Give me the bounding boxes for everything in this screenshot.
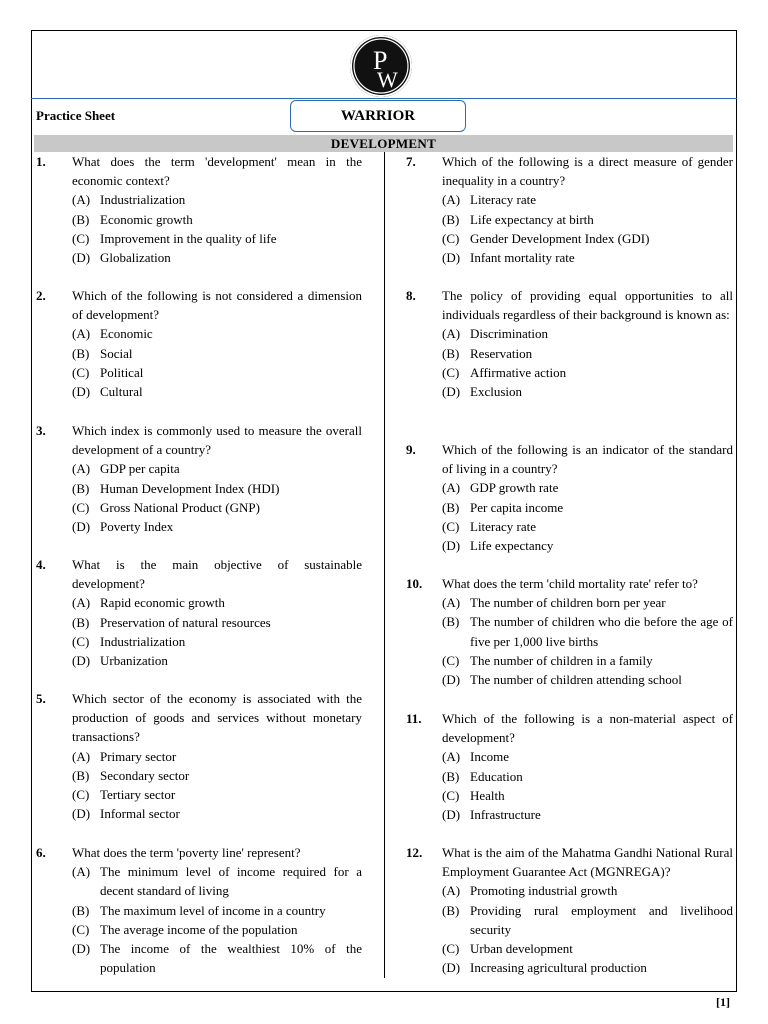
option-letter: (D) [442,807,461,823]
option-letter: (B) [442,211,460,227]
question-number: 3. [36,423,46,438]
option-text: Per capita income [470,499,564,515]
option-list [442,478,733,555]
option-text: Urbanization [100,653,168,669]
option-letter: (D) [442,384,461,400]
option-text: Urban development [470,941,573,957]
option-item [442,881,733,900]
question-item [406,152,733,267]
option-letter: (D) [442,250,461,266]
option-text: Reservation [470,345,533,361]
option-item [442,210,733,229]
option-item [72,651,362,670]
option-item [442,958,733,977]
option-letter: (D) [442,960,461,976]
option-letter: (A) [442,480,461,496]
question-number: 1. [36,154,46,169]
option-text: Poverty Index [100,519,174,535]
option-letter: (B) [442,345,460,361]
option-text: Preservation of natural resources [100,614,271,630]
option-item [72,901,362,920]
option-letter: (A) [442,192,461,208]
option-text: GDP growth rate [470,480,559,496]
option-item [442,248,733,267]
option-item [72,248,362,267]
option-letter: (A) [72,461,91,477]
option-item [72,862,362,900]
option-letter: (C) [442,364,460,380]
option-item [442,651,733,670]
option-letter: (C) [442,941,460,957]
option-text: Informal sector [100,806,180,822]
question-item [36,689,362,823]
option-item [72,479,362,498]
option-item [442,190,733,209]
option-item [72,344,362,363]
question-text: What is the aim of the Mahatma Gandhi National Rural Employment Guarantee Act (MGNREGA)? [442,845,733,880]
option-letter: (D) [72,941,91,957]
option-letter: (C) [442,518,460,534]
option-item [72,459,362,478]
option-letter: (B) [72,614,90,630]
option-text: Affirmative action [470,364,567,380]
question-item [36,555,362,670]
question-text: What is the main objective of sustainable development? [72,557,362,592]
option-item [442,939,733,958]
option-text: Promoting industrial growth [470,883,618,899]
option-item [442,363,733,382]
option-item [442,344,733,363]
option-letter: (D) [442,672,461,688]
question-number: 8. [406,288,416,303]
sheet-label: Practice Sheet [36,108,116,123]
option-list [442,324,733,401]
option-text: Industrialization [100,192,186,208]
option-letter: (C) [72,787,90,803]
option-item [442,901,733,939]
question-item [406,574,733,689]
option-text: Cultural [100,384,143,400]
option-item [442,786,733,805]
option-letter: (B) [442,499,460,515]
option-text: The minimum level of income required for a decent standard of living [100,864,362,899]
option-text: Gender Development Index (GDI) [470,230,650,246]
option-letter: (C) [442,787,460,803]
topic-heading: DEVELOPMENT [34,135,733,152]
question-number: 10. [406,576,423,591]
option-text: Globalization [100,250,171,266]
option-list [72,190,362,267]
svg-text:W: W [377,67,398,92]
option-text: Literacy rate [470,192,537,208]
option-text: The average income of the population [100,921,298,937]
option-item [442,670,733,689]
option-letter: (A) [72,748,91,764]
option-item [72,324,362,343]
option-text: Rapid economic growth [100,595,225,611]
option-item [72,939,362,977]
option-item [72,632,362,651]
option-list [72,593,362,670]
page-number: [1] [716,995,730,1009]
option-text: Improvement in the quality of life [100,230,277,246]
option-item [72,785,362,804]
option-text: The number of children in a family [470,652,653,668]
option-letter: (A) [442,749,461,765]
option-text: Education [470,768,523,784]
option-item [72,804,362,823]
option-letter: (B) [442,768,460,784]
option-letter: (D) [72,250,91,266]
option-item [72,920,362,939]
question-item [406,709,733,824]
question-text: Which of the following is a non-material aspect of development? [442,711,733,746]
question-item [36,421,362,536]
option-letter: (C) [72,921,90,937]
option-text: GDP per capita [100,461,180,477]
option-letter: (C) [72,230,90,246]
option-text: Exclusion [470,384,522,400]
option-item [72,766,362,785]
pw-logo-icon [350,35,412,97]
option-text: Income [470,749,509,765]
question-number: 7. [406,154,416,169]
option-item [72,210,362,229]
option-letter: (A) [72,192,91,208]
option-text: Infant mortality rate [470,250,575,266]
option-item [72,382,362,401]
option-text: Life expectancy at birth [470,211,594,227]
option-text: Health [470,787,505,803]
option-list [442,881,733,977]
option-item [442,612,733,650]
option-item [442,498,733,517]
question-text: What does the term 'development' mean in the economic context? [72,154,362,189]
option-text: Human Development Index (HDI) [100,480,280,496]
question-item [36,286,362,401]
svg-text:P: P [373,46,388,75]
option-item [72,229,362,248]
option-text: Economic [100,326,153,342]
option-item [72,190,362,209]
option-list [442,593,733,689]
option-item [442,324,733,343]
option-list [442,190,733,267]
sheet-title: WARRIOR [290,100,466,132]
question-number: 9. [406,442,416,457]
option-text: Political [100,364,144,380]
option-text: The number of children who die before the age of five per 1,000 live births [470,614,733,649]
question-item [36,843,362,977]
option-text: Social [100,345,133,361]
question-number: 5. [36,691,46,706]
option-letter: (C) [72,364,90,380]
question-number: 2. [36,288,46,303]
option-letter: (B) [72,480,90,496]
option-list [72,324,362,401]
option-letter: (D) [72,653,91,669]
option-letter: (C) [72,633,90,649]
option-letter: (B) [72,767,90,783]
option-text: Gross National Product (GNP) [100,499,260,515]
option-list [72,747,362,824]
option-letter: (D) [72,384,91,400]
option-letter: (B) [72,902,90,918]
question-text: Which sector of the economy is associated with the production of goods and services without monetary transactions? [72,691,362,745]
option-text: The income of the wealthiest 10% of the population [100,941,362,976]
option-letter: (D) [442,538,461,554]
option-text: Life expectancy [470,538,554,554]
option-item [72,363,362,382]
option-letter: (D) [72,806,91,822]
option-item [442,593,733,612]
option-letter: (B) [72,211,90,227]
option-letter: (C) [72,499,90,515]
question-number: 11. [406,711,422,726]
option-letter: (B) [442,902,460,918]
option-list [72,862,362,977]
option-item [442,517,733,536]
question-item [406,440,733,555]
option-letter: (B) [442,614,460,630]
question-text: What does the term 'poverty line' represent? [72,845,301,860]
option-letter: (A) [442,326,461,342]
option-text: Infrastructure [470,807,541,823]
question-number: 12. [406,845,423,860]
option-list [442,747,733,824]
option-text: Tertiary sector [100,787,176,803]
question-number: 4. [36,557,46,572]
option-item [442,229,733,248]
option-item [442,536,733,555]
option-text: Increasing agricultural production [470,960,647,976]
option-item [72,498,362,517]
question-item [406,286,733,401]
option-text: The number of children attending school [470,672,682,688]
option-letter: (B) [72,345,90,361]
option-list [72,459,362,536]
header-divider [31,98,737,99]
option-item [442,805,733,824]
option-text: Secondary sector [100,767,190,783]
option-text: The maximum level of income in a country [100,902,326,918]
option-item [442,747,733,766]
option-letter: (A) [442,595,461,611]
question-text: What does the term 'child mortality rate' refer to? [442,576,698,591]
option-letter: (D) [72,519,91,535]
column-divider [384,152,385,978]
option-item [442,767,733,786]
option-item [72,517,362,536]
option-item [442,382,733,401]
question-text: The policy of providing equal opportunities to all individuals regardless of their background is known as: [442,288,733,323]
question-item [406,843,733,977]
option-letter: (A) [72,864,91,880]
option-item [72,613,362,632]
option-letter: (A) [442,883,461,899]
option-text: Providing rural employment and livelihood security [470,902,733,937]
question-text: Which index is commonly used to measure the overall development of a country? [72,423,362,458]
option-letter: (A) [72,595,91,611]
option-item [72,593,362,612]
option-text: Industrialization [100,633,186,649]
question-text: Which of the following is a direct measure of gender inequality in a country? [442,154,733,189]
option-text: Primary sector [100,748,177,764]
option-letter: (C) [442,652,460,668]
option-text: Economic growth [100,211,193,227]
option-item [72,747,362,766]
option-letter: (C) [442,230,460,246]
question-item [36,152,362,267]
option-letter: (A) [72,326,91,342]
question-text: Which of the following is not considered a dimension of development? [72,288,362,323]
question-text: Which of the following is an indicator of the standard of living in a country? [442,442,733,477]
question-number: 6. [36,845,46,860]
option-item [442,478,733,497]
option-text: Discrimination [470,326,548,342]
option-text: The number of children born per year [470,595,666,611]
option-text: Literacy rate [470,518,537,534]
